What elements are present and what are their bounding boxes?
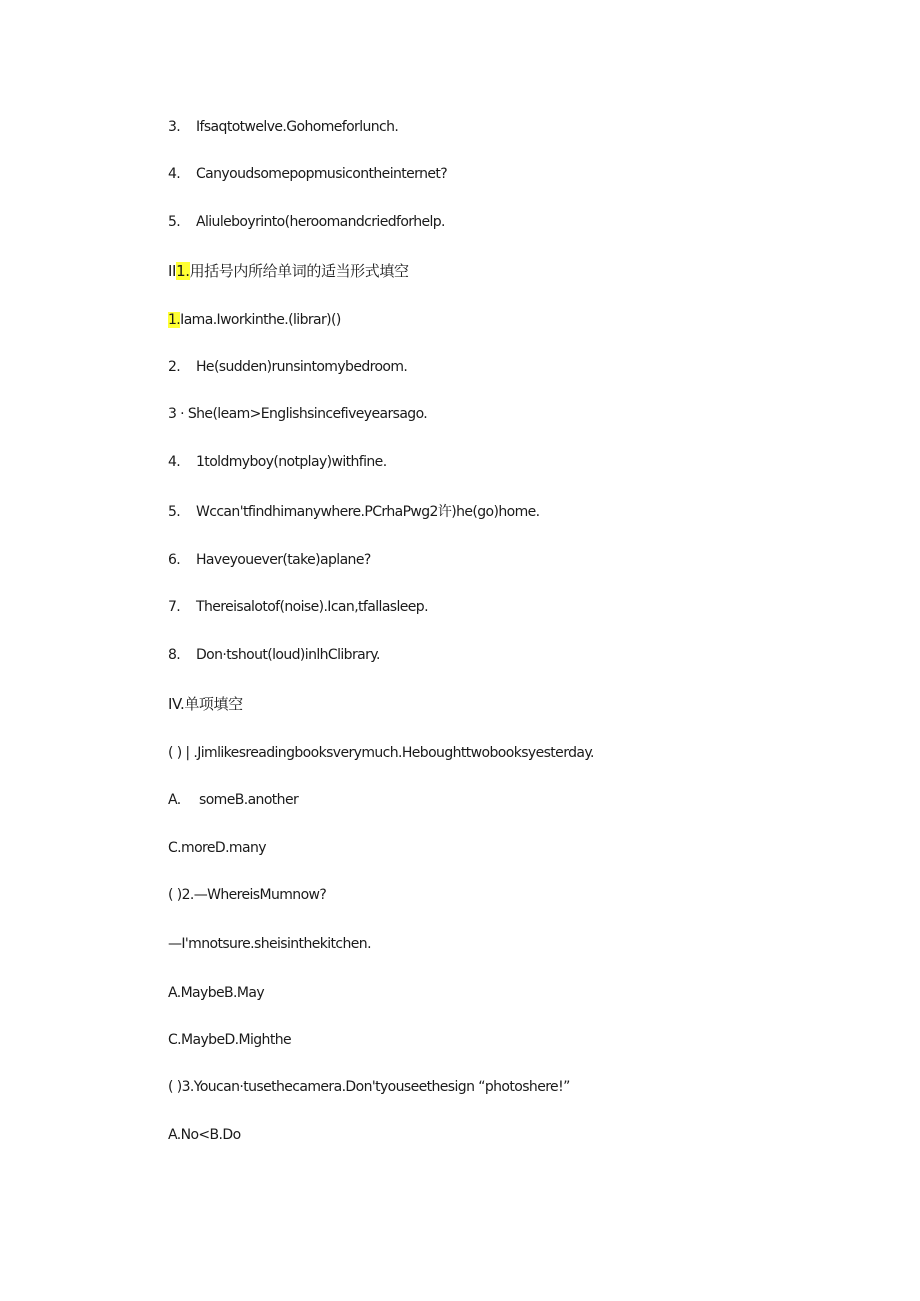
option-text: someB.another [199,792,299,808]
heading-text: 用括号内所给单词的适当形式填空 [189,262,409,280]
dialogue-reply: —I'mnotsure.sheisinthekitchen. [168,936,371,952]
option-row: A.No<B.Do [168,1127,241,1143]
item-number: 7. [168,599,181,615]
item-number: 2. [168,359,181,375]
item-number: 3. [168,119,181,135]
item-text: He(sudden)runsintomybedroom. [196,359,408,375]
section-heading [168,262,409,280]
item-number: 4. [168,454,181,470]
highlight-mark: 1. [176,262,190,280]
item-number: 3 · [168,406,185,422]
item-number: 5. [168,214,181,230]
item-text: Thereisalotof(noise).Ican,tfallasleep. [196,599,428,615]
question: ( )3.Youcan·tusethecamera.Don'tyouseethesign “photoshere!” [168,1079,570,1095]
item-text: Haveyouever(take)aplane? [196,552,371,568]
item-text: Iama.Iworkinthe.(librar)() [180,312,341,328]
item-number: 8. [168,647,181,663]
list-item [168,405,427,423]
item-text: Canyoudsomepopmusicontheinternet? [196,166,448,182]
item-number: 5. [168,504,181,520]
item-text: Wccan'tfindhimanywhere.PCrhaPwg2许)he(go)home. [196,504,540,520]
option-row: A.MaybeB.May [168,985,265,1001]
option-letter: A. [168,792,181,808]
item-text: She(leam>Englishsincefiveyearsago. [187,406,428,422]
item-number: 4. [168,166,181,182]
highlight-mark: 1. [168,312,181,328]
item-text: 1toldmyboy(notplay)withfine. [196,454,387,470]
section-heading: IV.单项填空 [168,695,243,713]
item-text: Ifsaqtotwelve.Gohomeforlunch. [196,119,399,135]
question: ( ) | .Jimlikesreadingbooksverymuch.Heboughttwobooksyesterday. [168,745,594,761]
list-item [168,311,341,329]
item-text: Don·tshout(loud)inlhClibrary. [196,647,380,663]
question: ( )2.—WhereisMumnow? [168,887,327,903]
item-number: 6. [168,552,181,568]
heading-prefix: II [168,262,177,280]
option-row: C.moreD.many [168,840,266,856]
option-row: C.MaybeD.Mighthe [168,1032,292,1048]
item-text: Aliuleboyrinto(heroomandcriedforhelp. [196,214,445,230]
